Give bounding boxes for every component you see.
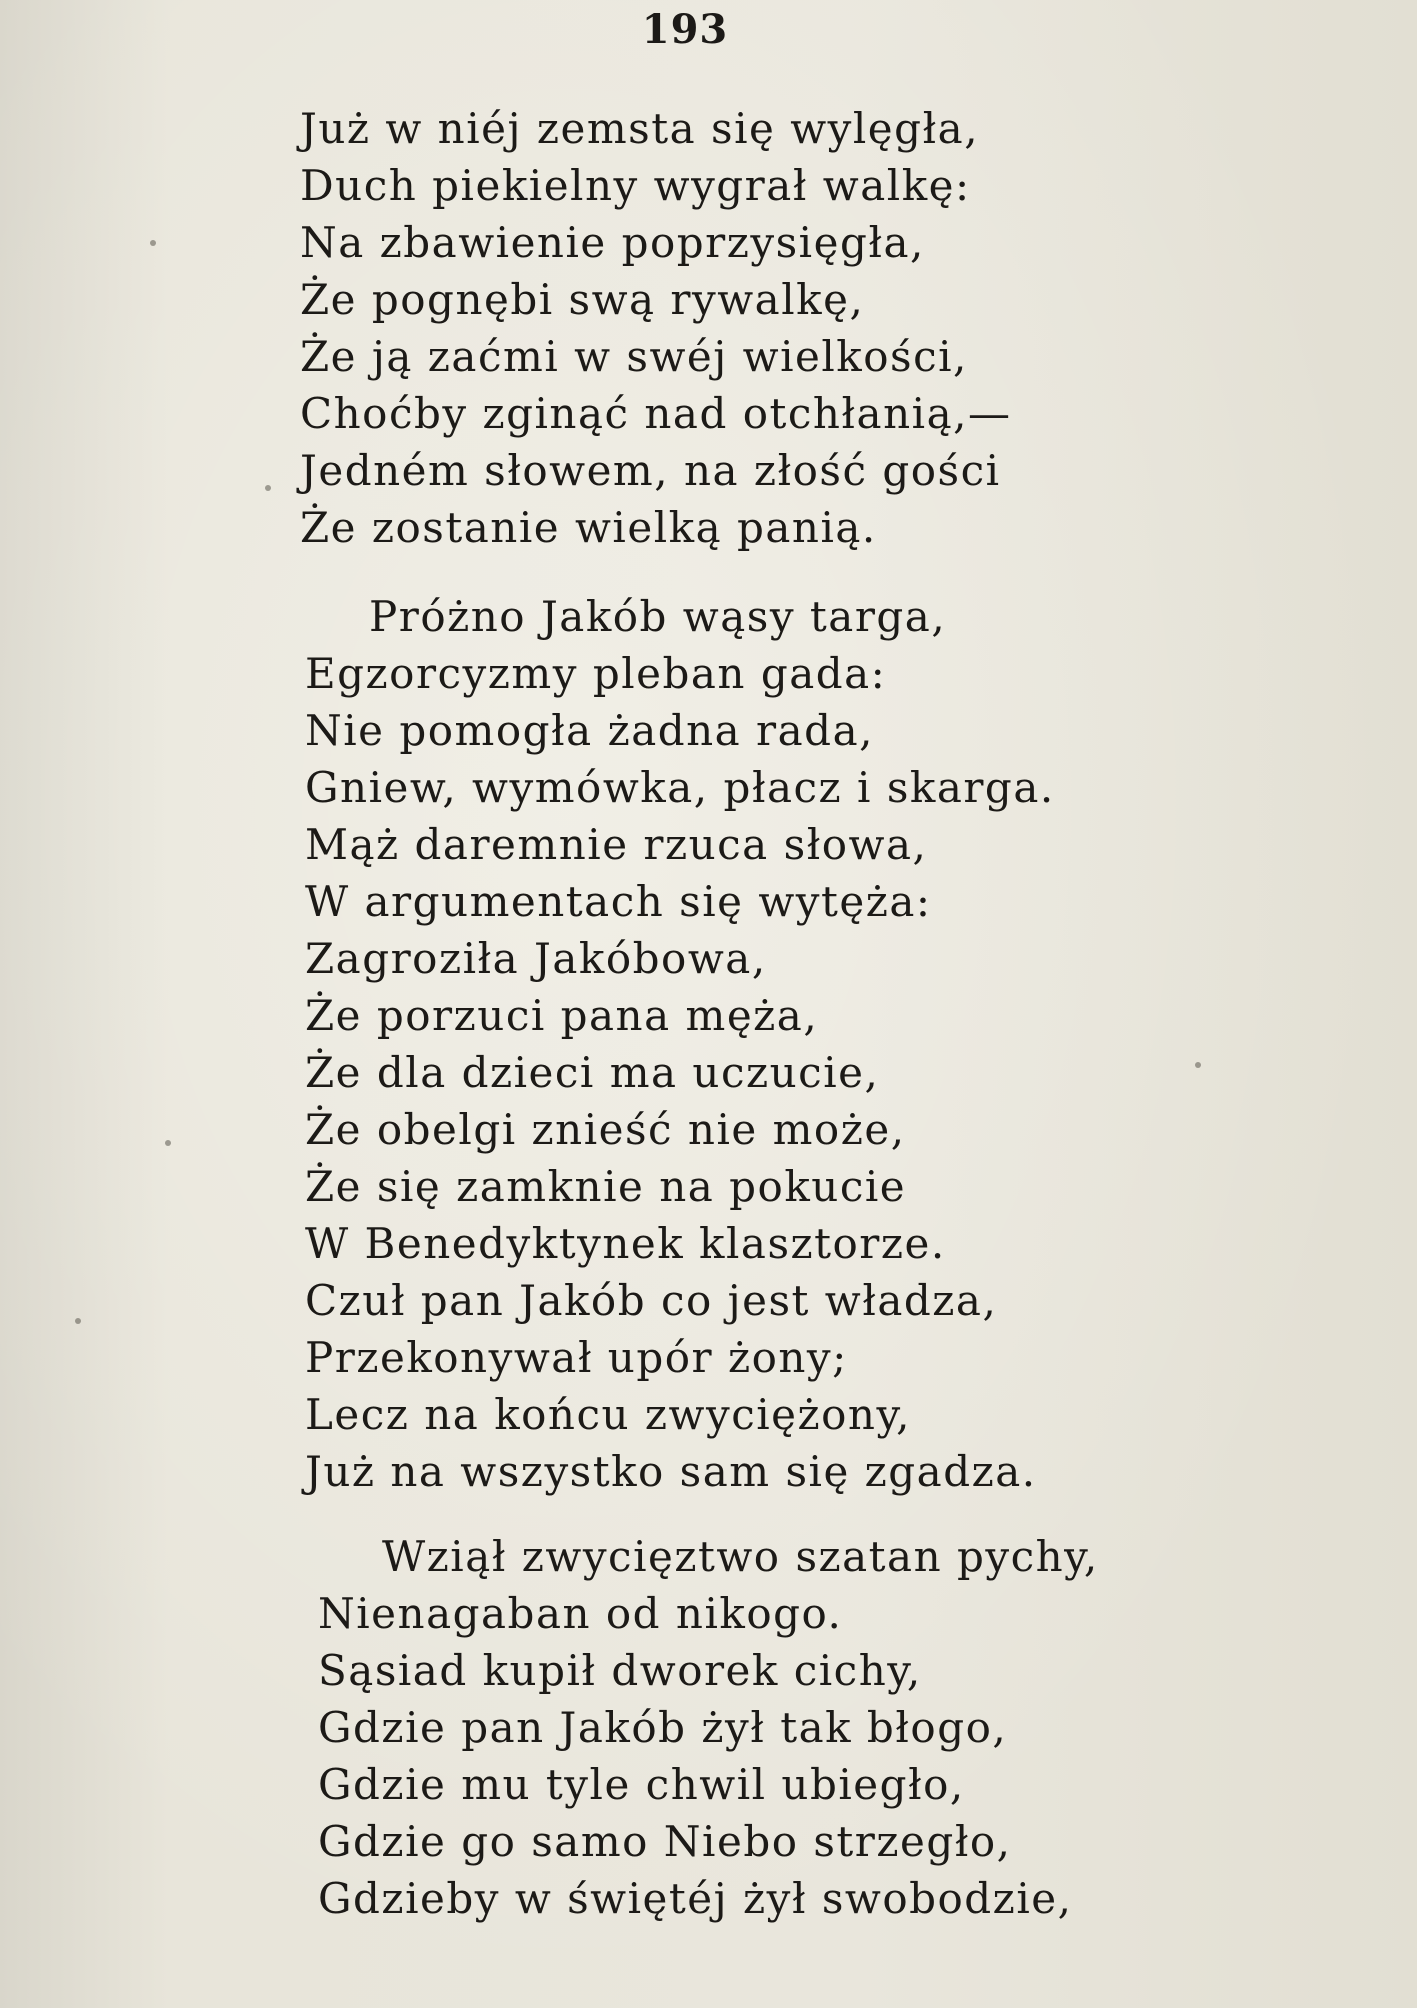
verse-line: Że pognębi swą rywalkę,: [300, 275, 865, 324]
verse-line: Czuł pan Jakób co jest władza,: [305, 1276, 998, 1325]
verse-line: Gdzie go samo Niebo strzegło,: [318, 1817, 1012, 1866]
paper-speck: [150, 240, 156, 246]
verse-line: Nienagaban od nikogo.: [318, 1589, 843, 1638]
verse-line: Wziął zwycięztwo szatan pychy,: [382, 1532, 1099, 1581]
stanza-3: [318, 1528, 1099, 1927]
verse-line: Zagroziła Jakóbowa,: [305, 934, 767, 983]
verse-line: Przekonywał upór żony;: [305, 1333, 848, 1382]
paper-speck: [75, 1318, 81, 1324]
verse-line: Sąsiad kupił dworek cichy,: [318, 1646, 922, 1695]
verse-line: Że obelgi znieść nie może,: [305, 1105, 906, 1154]
verse-line: Że ją zaćmi w swéj wielkości,: [300, 332, 968, 381]
paper-speck: [1195, 1062, 1201, 1068]
verse-line: Na zbawienie poprzysięgła,: [300, 218, 925, 267]
verse-line: Egzorcyzmy pleban gada:: [305, 649, 887, 698]
paper-speck: [265, 485, 271, 491]
verse-line: Że się zamknie na pokucie: [305, 1162, 907, 1211]
verse-line: W argumentach się wytęża:: [305, 877, 932, 926]
verse-line: Gdzieby w świętéj żył swobodzie,: [318, 1874, 1073, 1923]
verse-line: Jedném słowem, na złość gości: [300, 446, 1001, 495]
page-number: 193: [641, 6, 729, 53]
verse-line: Już na wszystko sam się zgadza.: [305, 1447, 1037, 1496]
verse-line: Nie pomogła żadna rada,: [305, 706, 874, 755]
verse-line: Lecz na końcu zwyciężony,: [305, 1390, 911, 1439]
verse-line: Że zostanie wielką panią.: [300, 503, 877, 552]
verse-line: Gdzie mu tyle chwil ubiegło,: [318, 1760, 965, 1809]
verse-line: Już w niéj zemsta się wylęgła,: [300, 104, 980, 153]
verse-line: Że dla dzieci ma uczucie,: [305, 1048, 880, 1097]
verse-line: Że porzuci pana męża,: [305, 991, 819, 1040]
stanza-1: [300, 100, 1011, 556]
paper-speck: [165, 1140, 171, 1146]
verse-line: W Benedyktynek klasztorze.: [305, 1219, 946, 1268]
stanza-2: [305, 588, 1055, 1500]
verse-line: Próżno Jakób wąsy targa,: [369, 592, 947, 641]
verse-line: Gdzie pan Jakób żył tak błogo,: [318, 1703, 1008, 1752]
verse-line: Gniew, wymówka, płacz i skarga.: [305, 763, 1055, 812]
verse-line: Choćby zginąć nad otchłanią,—: [300, 389, 1012, 438]
verse-line: Duch piekielny wygrał walkę:: [300, 161, 971, 210]
verse-line: Mąż daremnie rzuca słowa,: [305, 820, 928, 869]
